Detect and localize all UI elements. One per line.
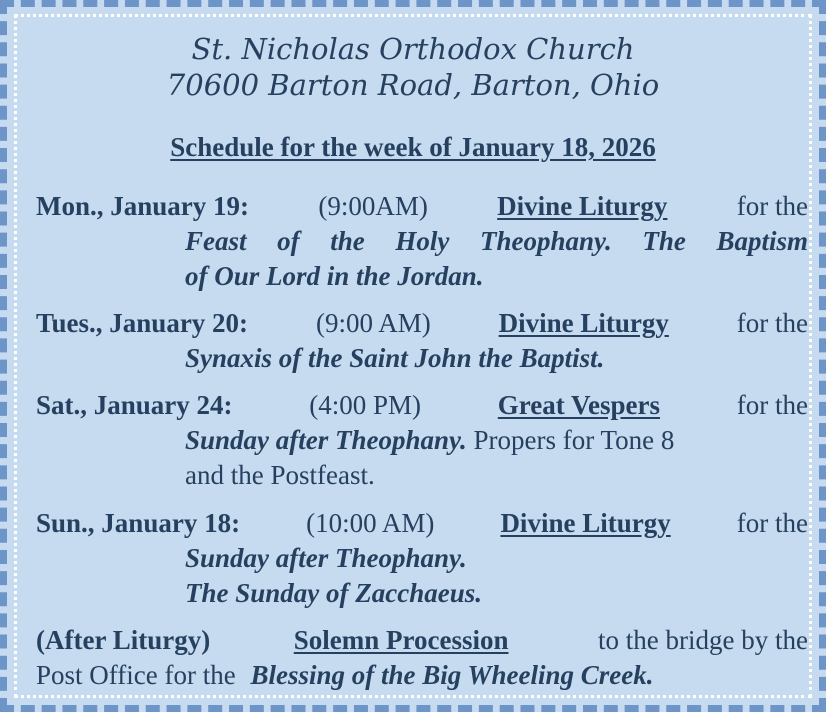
entry-first-line <box>36 506 808 541</box>
word: Feast <box>185 226 247 256</box>
entry-for: for the <box>736 390 808 420</box>
entry-feast-line: Sunday after Theophany. <box>185 543 467 573</box>
entry-feast-line <box>36 423 808 458</box>
after-liturgy-note <box>36 623 808 693</box>
word: of <box>277 226 300 256</box>
schedule-title: Schedule for the week of January 18, 2026 <box>170 132 656 162</box>
after-text: to the bridge by the <box>598 625 808 655</box>
entry-service: Great Vespers <box>497 390 661 420</box>
entry-feast: Sunday after Theophany. <box>185 425 467 455</box>
entry-day: Sat., January 24: <box>36 390 233 420</box>
after-text-2: Post Office for the <box>36 660 236 690</box>
entry-first-line <box>36 388 808 423</box>
entry-feast-line <box>36 224 808 259</box>
church-header <box>17 31 809 103</box>
entry-day: Mon., January 19: <box>36 191 250 221</box>
entry-propers: Propers for Tone 8 <box>473 425 675 455</box>
word: the <box>330 226 365 256</box>
entry-first-line <box>36 189 808 224</box>
word: Theophany. <box>479 226 612 256</box>
entry-service: Divine Liturgy <box>498 308 669 338</box>
entry-feast-line: Synaxis of the Saint John the Baptist. <box>185 343 605 373</box>
blessing-text: Blessing of the Big Wheeling Creek. <box>250 660 654 690</box>
procession-service: Solemn Procession <box>293 625 509 655</box>
entry-for: for the <box>736 508 808 538</box>
after-label: (After Liturgy) <box>36 625 211 655</box>
word: Holy <box>395 226 450 256</box>
after-second-line <box>36 658 808 693</box>
entry-time: (9:00AM) <box>318 191 428 221</box>
entry-time: (4:00 PM) <box>309 390 422 420</box>
entry-day: Sun., January 18: <box>36 508 241 538</box>
entry-day: Tues., January 20: <box>36 308 249 338</box>
schedule-entry-monday <box>36 189 808 294</box>
word: The <box>642 226 686 256</box>
after-first-line <box>36 623 808 658</box>
schedule-entry-tuesday <box>36 306 808 376</box>
entry-time: (10:00 AM) <box>306 508 435 538</box>
church-address: 70600 Barton Road, Barton, Ohio <box>166 68 660 102</box>
entry-service: Divine Liturgy <box>500 508 671 538</box>
entry-time: (9:00 AM) <box>315 308 431 338</box>
church-name: St. Nicholas Orthodox Church <box>191 32 635 66</box>
entry-feast-line-2: of Our Lord in the Jordan. <box>185 261 484 291</box>
entry-first-line <box>36 306 808 341</box>
schedule-entry-saturday <box>36 388 808 493</box>
word: Baptism <box>716 226 808 256</box>
entry-postfeast: and the Postfeast. <box>185 460 375 490</box>
entry-for: for the <box>736 308 808 338</box>
entry-feast-line-2: The Sunday of Zacchaeus. <box>185 578 482 608</box>
schedule-entry-sunday <box>36 506 808 611</box>
bulletin-panel <box>14 14 812 698</box>
entry-service: Divine Liturgy <box>497 191 668 221</box>
entry-for: for the <box>736 191 808 221</box>
